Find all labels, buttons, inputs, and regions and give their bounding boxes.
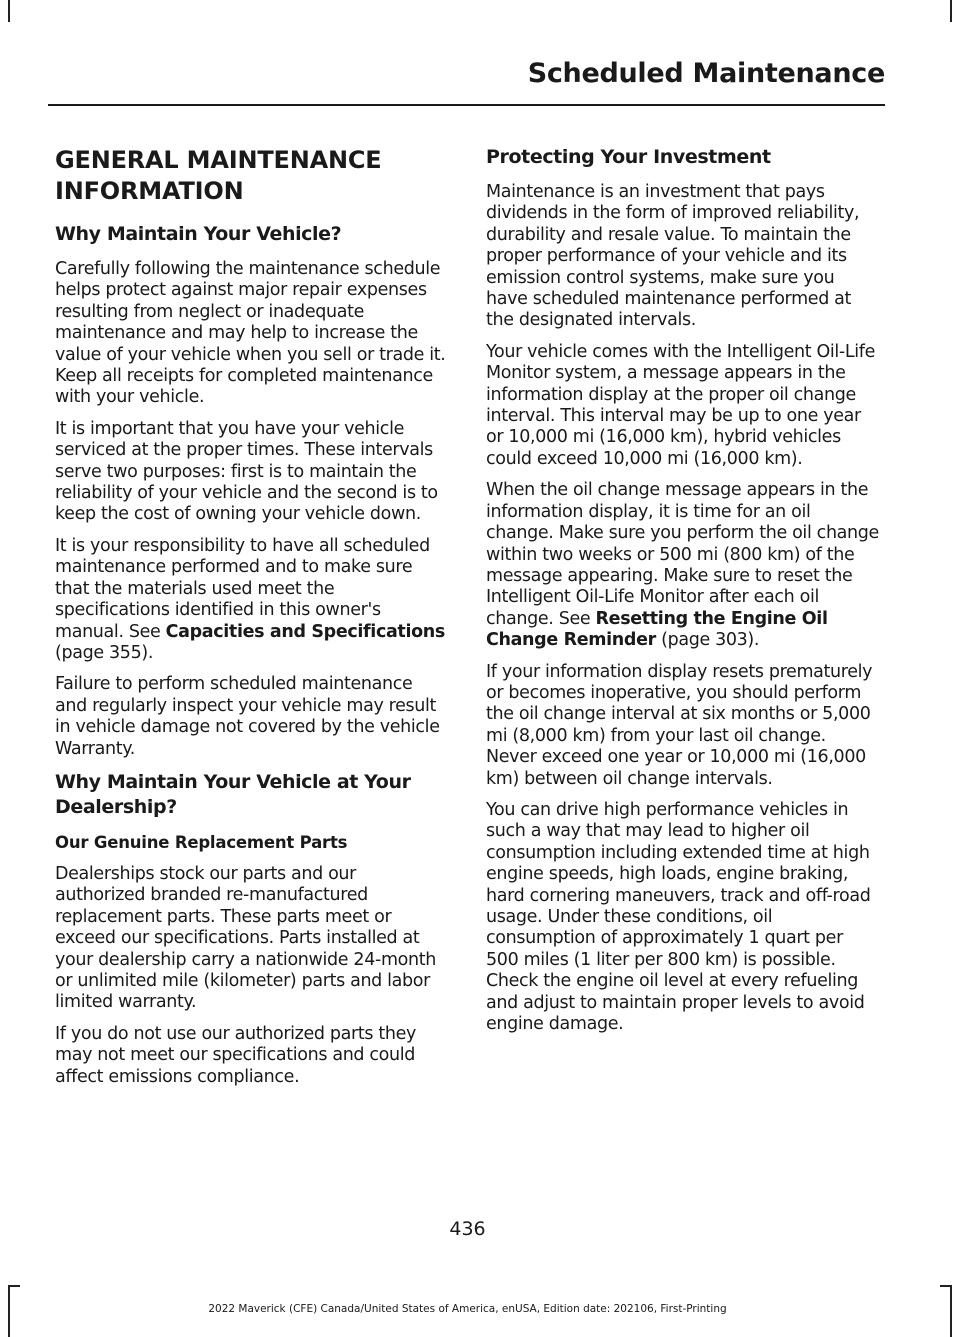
paragraph: Dealerships stock our parts and our authorized branded re-manufactured replacement parts. These parts meet or exceed our specifications. Parts installed at your dealership carry a nationwide 24-month or unlimited mile (kilometer) parts and labor limited warranty.	[55, 863, 436, 1013]
page-header-title: Scheduled Maintenance	[527, 58, 885, 89]
footer-edition-text: 2022 Maverick (CFE) Canada/United States of America, enUSA, Edition date: 202106, First-Printing	[208, 1303, 727, 1315]
crop-mark-bottom-right-h	[940, 1285, 952, 1287]
crop-mark-top-right	[950, 0, 952, 22]
why-maintain-title: Why Maintain Your Vehicle?	[55, 223, 342, 245]
genuine-parts-title: Our Genuine Replacement Parts	[55, 832, 348, 852]
paragraph	[486, 480, 880, 651]
protecting-investment-title: Protecting Your Investment	[486, 146, 771, 168]
paragraph: Failure to perform scheduled maintenance and regularly inspect your vehicle may result in vehicle damage not covered by the vehicle Warranty.	[55, 674, 440, 759]
paragraph: Your vehicle comes with the Intelligent Oil-Life Monitor system, a message appears in the information display at the proper oil change interval. This interval may be up to one year or 10,000 mi (16,000 km), hybrid vehicles could exceed 10,000 mi (16,000 km).	[486, 341, 876, 469]
page-number: 436	[449, 1218, 486, 1240]
right-column	[486, 145, 880, 1045]
capacities-reference-link[interactable]: Capacities and Specifications	[165, 621, 445, 642]
crop-mark-bottom-left-h	[8, 1285, 20, 1287]
oil-reminder-reference-link[interactable]: Resetting the Engine Oil Change Reminder	[486, 608, 828, 651]
dealership-title: Why Maintain Your Vehicle at Your Dealership?	[55, 770, 411, 818]
section-heading: GENERAL MAINTENANCE INFORMATION	[55, 146, 382, 205]
paragraph: You can drive high performance vehicles in such a way that may lead to higher oil consumption including extended time at high engine speeds, high loads, engine braking, hard cornering maneuvers, track and off-road usage. Under these conditions, oil consumption of approximately 1 quart per 500 miles (1 liter per 800 km) is possible. Check the engine oil level at every refueling and adjust to maintain proper levels to avoid engine damage.	[486, 799, 871, 1035]
crop-mark-top-left	[8, 0, 10, 22]
page-reference: (page 303).	[655, 630, 760, 651]
page-reference: (page 355).	[55, 642, 154, 663]
header-divider	[48, 104, 885, 106]
paragraph: Carefully following the maintenance schedule helps protect against major repair expenses resulting from neglect or inadequate maintenance and may help to increase the value of your vehicle when you sell or trade it. Keep all receipts for completed maintenance with your vehicle.	[55, 259, 446, 408]
paragraph-text: It is your responsibility to have all scheduled maintenance performed and to make sure that the materials used meet the specifications identified in this owner's manual. See	[55, 535, 430, 642]
paragraph: Maintenance is an investment that pays dividends in the form of improved reliability, durability and resale value. To maintain the proper performance of your vehicle and its emission control systems, make sure you have scheduled maintenance performed at the designated intervals.	[486, 182, 860, 331]
paragraph-text: When the oil change message appears in the information display, it is time for an oil change. Make sure you perform the oil change within two weeks or 500 mi (800 km) of the message appearing. Make sure to reset the Intelligent Oil-Life Monitor after each oil change. See	[486, 480, 879, 629]
crop-mark-bottom-right-v	[950, 1285, 952, 1337]
paragraph: If your information display resets prematurely or becomes inoperative, you should perform the oil change interval at six months or 5,000 mi (8,000 km) from your last oil change. Never exceed one year or 10,000 mi (16,000 km) between oil change intervals.	[486, 661, 873, 789]
paragraph: It is important that you have your vehicle serviced at the proper times. These intervals serve two purposes: first is to maintain the reliability of your vehicle and the second is to keep the cost of owning your vehicle down.	[55, 418, 438, 525]
left-column	[55, 145, 447, 1098]
paragraph: If you do not use our authorized parts they may not meet our specifications and could affect emissions compliance.	[55, 1023, 417, 1087]
paragraph	[55, 536, 447, 664]
